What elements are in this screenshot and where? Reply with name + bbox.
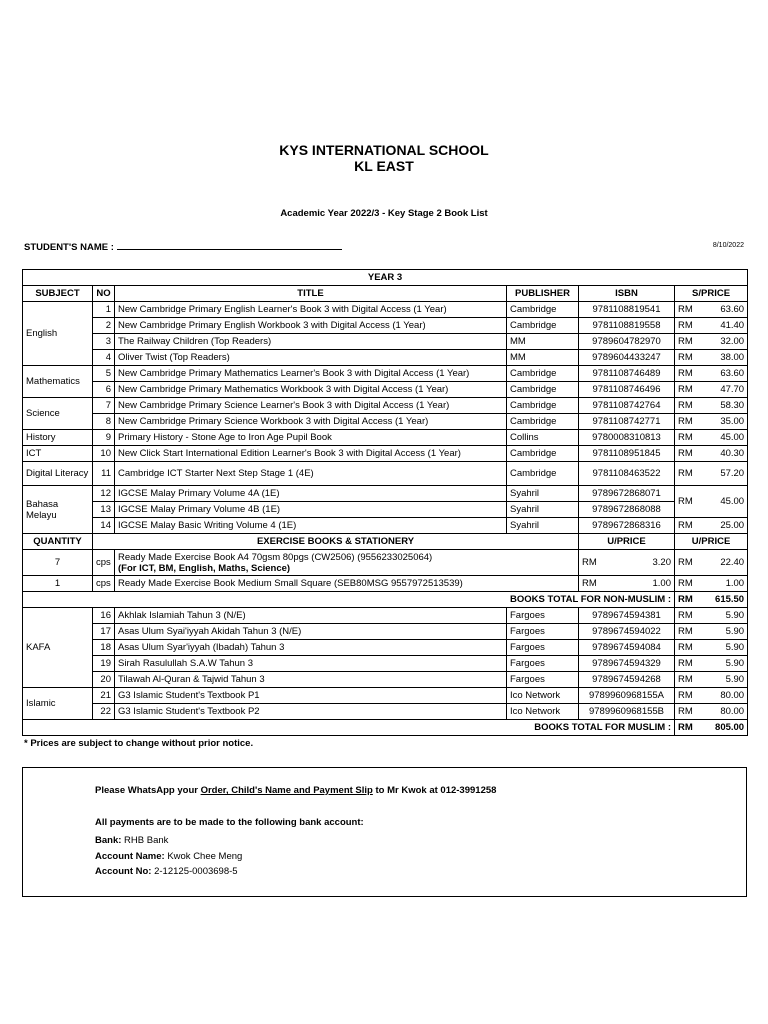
currency: RM: [675, 366, 697, 382]
stationery-title: [115, 550, 579, 576]
book-price: 38.00: [697, 350, 748, 366]
table-row: [23, 398, 748, 414]
book-title: Asas Ulum Syai'iyyah Akidah Tahun 3 (N/E): [115, 624, 507, 640]
payment-instruction: All payments are to be made to the following bank account:: [95, 817, 364, 828]
book-price: 5.90: [697, 656, 748, 672]
title-header: TITLE: [115, 286, 507, 302]
book-no: 18: [93, 640, 115, 656]
book-price: 80.00: [697, 704, 748, 720]
currency: RM: [675, 608, 697, 624]
book-title: G3 Islamic Student's Textbook P2: [115, 704, 507, 720]
book-publisher: Cambridge: [507, 414, 579, 430]
book-no: 21: [93, 688, 115, 704]
table-row: [23, 640, 748, 656]
book-no: 1: [93, 302, 115, 318]
book-publisher: Cambridge: [507, 398, 579, 414]
book-publisher: Ico Network: [507, 688, 579, 704]
table-row: [23, 672, 748, 688]
currency: RM: [675, 688, 697, 704]
muslim-total-label: BOOKS TOTAL FOR MUSLIM :: [23, 720, 675, 736]
academic-year-title: Academic Year 2022/3 - Key Stage 2 Book List: [280, 208, 488, 219]
book-title: New Cambridge Primary English Learner's Book 3 with Digital Access (1 Year): [115, 302, 507, 318]
book-title: Sirah Rasulullah S.A.W Tahun 3: [115, 656, 507, 672]
table-row: [23, 624, 748, 640]
book-isbn: 9781108742771: [579, 414, 675, 430]
stationery-unit-price: [579, 576, 675, 592]
year-header: YEAR 3: [23, 270, 748, 286]
subject-islamic: Islamic: [23, 688, 93, 720]
currency: RM: [675, 518, 697, 534]
table-row: [23, 334, 748, 350]
currency: RM: [675, 430, 697, 446]
book-price: 63.60: [697, 302, 748, 318]
year-row: [23, 270, 748, 286]
table-row: [23, 318, 748, 334]
unit-price-value: 1.00: [652, 577, 671, 589]
stationery-qty: 1: [23, 576, 93, 592]
book-no: 22: [93, 704, 115, 720]
subject-math: Mathematics: [23, 366, 93, 398]
book-price: 25.00: [697, 518, 748, 534]
payment-info-box: [22, 767, 747, 897]
book-publisher: MM: [507, 334, 579, 350]
currency: RM: [675, 302, 697, 318]
stationery-total: 22.40: [697, 550, 748, 576]
currency: RM: [675, 576, 697, 592]
subject-english: English: [23, 302, 93, 366]
book-title: New Cambridge Primary Mathematics Workbook 3 with Digital Access (1 Year): [115, 382, 507, 398]
table-row: [23, 382, 748, 398]
table-row: [23, 608, 748, 624]
currency: RM: [675, 486, 697, 518]
book-isbn: 9789672868316: [579, 518, 675, 534]
book-publisher: Fargoes: [507, 672, 579, 688]
account-name-line: [95, 851, 242, 862]
book-isbn: 9781108746489: [579, 366, 675, 382]
currency: RM: [675, 720, 697, 736]
book-isbn: 9789672868088: [579, 502, 675, 518]
stationery-row: [23, 576, 748, 592]
book-publisher: Fargoes: [507, 656, 579, 672]
book-price: 45.00: [697, 430, 748, 446]
document-date: 8/10/2022: [712, 242, 744, 249]
table-row: [23, 430, 748, 446]
no-header: NO: [93, 286, 115, 302]
book-no: 14: [93, 518, 115, 534]
book-no: 6: [93, 382, 115, 398]
table-row: [23, 688, 748, 704]
account-no-label: Account No:: [95, 866, 152, 877]
bank-label: Bank:: [95, 835, 122, 846]
table-row: [23, 704, 748, 720]
book-title: New Cambridge Primary Science Learner's Book 3 with Digital Access (1 Year): [115, 398, 507, 414]
whatsapp-instruction: [95, 785, 496, 796]
currency: RM: [675, 672, 697, 688]
book-isbn: 9781108819558: [579, 318, 675, 334]
book-title: IGCSE Malay Primary Volume 4A (1E): [115, 486, 507, 502]
account-no-value: 2-12125-0003698-5: [154, 866, 238, 877]
book-title: New Cambridge Primary English Workbook 3 with Digital Access (1 Year): [115, 318, 507, 334]
table-row: [23, 486, 748, 502]
book-isbn: 9781108742764: [579, 398, 675, 414]
bank-line: [95, 835, 168, 846]
price-header: S/PRICE: [675, 286, 748, 302]
book-no: 8: [93, 414, 115, 430]
subject-kafa: KAFA: [23, 608, 93, 688]
currency: RM: [675, 550, 697, 576]
book-price: 41.40: [697, 318, 748, 334]
book-no: 19: [93, 656, 115, 672]
stationery-row: [23, 550, 748, 576]
book-isbn: 9789674594268: [579, 672, 675, 688]
book-isbn: 9789604433247: [579, 350, 675, 366]
book-no: 11: [93, 462, 115, 486]
book-no: 7: [93, 398, 115, 414]
book-publisher: Ico Network: [507, 704, 579, 720]
book-publisher: MM: [507, 350, 579, 366]
currency: RM: [582, 577, 597, 589]
book-price: 5.90: [697, 608, 748, 624]
school-name: KYS INTERNATIONAL SCHOOL: [279, 142, 489, 158]
stationery-total: 1.00: [697, 576, 748, 592]
book-price: 40.30: [697, 446, 748, 462]
account-name-value: Kwok Chee Meng: [167, 851, 243, 862]
book-price: 5.90: [697, 672, 748, 688]
book-no: 16: [93, 608, 115, 624]
quantity-header: QUANTITY: [23, 534, 93, 550]
currency: RM: [675, 462, 697, 486]
book-title: G3 Islamic Student's Textbook P1: [115, 688, 507, 704]
book-publisher: Syahril: [507, 502, 579, 518]
book-isbn: 9789674594084: [579, 640, 675, 656]
book-publisher: Cambridge: [507, 366, 579, 382]
book-isbn: 9789674594022: [579, 624, 675, 640]
currency: RM: [675, 350, 697, 366]
stationery-unit: cps: [93, 576, 115, 592]
book-list-body: [23, 270, 748, 736]
whatsapp-items: Order, Child's Name and Payment Slip: [200, 785, 373, 796]
currency: RM: [675, 446, 697, 462]
student-name-line[interactable]: [117, 240, 342, 250]
currency: RM: [675, 656, 697, 672]
book-title: Oliver Twist (Top Readers): [115, 350, 507, 366]
book-price: 5.90: [697, 640, 748, 656]
book-no: 2: [93, 318, 115, 334]
book-publisher: Fargoes: [507, 608, 579, 624]
stationery-title: [115, 576, 579, 592]
book-title: New Click Start International Edition Learner's Book 3 with Digital Access (1 Year): [115, 446, 507, 462]
book-isbn: 9789674594381: [579, 608, 675, 624]
book-title: New Cambridge Primary Science Workbook 3 with Digital Access (1 Year): [115, 414, 507, 430]
non-muslim-total-row: [23, 592, 748, 608]
non-muslim-total-value: 615.50: [697, 592, 748, 608]
book-price: 45.00: [697, 486, 748, 518]
currency: RM: [675, 704, 697, 720]
table-row: [23, 350, 748, 366]
book-title: Primary History - Stone Age to Iron Age Pupil Book: [115, 430, 507, 446]
publisher-header: PUBLISHER: [507, 286, 579, 302]
campus-name: KL EAST: [354, 158, 414, 174]
book-publisher: Fargoes: [507, 624, 579, 640]
table-row: [23, 414, 748, 430]
book-title: IGCSE Malay Primary Volume 4B (1E): [115, 502, 507, 518]
table-row: [23, 366, 748, 382]
book-isbn: 9781108463522: [579, 462, 675, 486]
muslim-total-value: 805.00: [697, 720, 748, 736]
book-publisher: Cambridge: [507, 382, 579, 398]
stationery-unit-price: [579, 550, 675, 576]
book-publisher: Cambridge: [507, 462, 579, 486]
isbn-header: ISBN: [579, 286, 675, 302]
student-name-field[interactable]: [24, 240, 342, 253]
book-title: New Cambridge Primary Mathematics Learner's Book 3 with Digital Access (1 Year): [115, 366, 507, 382]
book-publisher: Collins: [507, 430, 579, 446]
account-name-label: Account Name:: [95, 851, 165, 862]
book-price: 47.70: [697, 382, 748, 398]
stationery-qty: 7: [23, 550, 93, 576]
book-isbn: 9781108951845: [579, 446, 675, 462]
book-no: 5: [93, 366, 115, 382]
bank-value: RHB Bank: [124, 835, 169, 846]
stationery-header-row: [23, 534, 748, 550]
currency: RM: [675, 640, 697, 656]
table-row: [23, 446, 748, 462]
account-no-line: [95, 866, 238, 877]
book-isbn: 9789604782970: [579, 334, 675, 350]
book-publisher: Cambridge: [507, 318, 579, 334]
table-row: [23, 462, 748, 486]
muslim-total-row: [23, 720, 748, 736]
book-publisher: Cambridge: [507, 446, 579, 462]
currency: RM: [675, 398, 697, 414]
book-title: The Railway Children (Top Readers): [115, 334, 507, 350]
book-publisher: Syahril: [507, 518, 579, 534]
book-price: 57.20: [697, 462, 748, 486]
non-muslim-total-label: BOOKS TOTAL FOR NON-MUSLIM :: [23, 592, 675, 608]
table-row: [23, 518, 748, 534]
price-notice: * Prices are subject to change without prior notice.: [24, 738, 254, 749]
book-no: 10: [93, 446, 115, 462]
book-title: IGCSE Malay Basic Writing Volume 4 (1E): [115, 518, 507, 534]
book-isbn: 9781108819541: [579, 302, 675, 318]
book-no: 3: [93, 334, 115, 350]
book-price: 58.30: [697, 398, 748, 414]
book-isbn: 9789674594329: [579, 656, 675, 672]
column-header-row: [23, 286, 748, 302]
book-isbn: 9781108746496: [579, 382, 675, 398]
stationery-title-text: Ready Made Exercise Book Medium Small Square (SEB80MSG 9557972513539): [118, 578, 463, 589]
book-price: 35.00: [697, 414, 748, 430]
stationery-title-header: EXERCISE BOOKS & STATIONERY: [93, 534, 579, 550]
subject-header: SUBJECT: [23, 286, 93, 302]
subject-digital: Digital Literacy: [23, 462, 93, 486]
unit-price-value: 3.20: [652, 556, 671, 568]
subject-science: Science: [23, 398, 93, 430]
stationery-note: (For ICT, BM, English, Maths, Science): [118, 562, 291, 574]
unit-price-header: U/PRICE: [579, 534, 675, 550]
student-name-label: STUDENT'S NAME :: [24, 242, 114, 253]
book-no: 13: [93, 502, 115, 518]
stationery-title-text: Ready Made Exercise Book A4 70gsm 80pgs (CW2506) (9556233025064): [118, 551, 433, 563]
book-title: Tilawah Al-Quran & Tajwid Tahun 3: [115, 672, 507, 688]
book-price: 5.90: [697, 624, 748, 640]
currency: RM: [582, 556, 597, 568]
table-row: [23, 502, 748, 518]
currency: RM: [675, 318, 697, 334]
book-publisher: Fargoes: [507, 640, 579, 656]
book-no: 20: [93, 672, 115, 688]
book-no: 17: [93, 624, 115, 640]
book-isbn: 9789960968155A: [579, 688, 675, 704]
table-row: [23, 302, 748, 318]
book-publisher: Cambridge: [507, 302, 579, 318]
subject-bahasa: Bahasa Melayu: [23, 486, 93, 534]
total-price-header: U/PRICE: [675, 534, 748, 550]
currency: RM: [675, 624, 697, 640]
whatsapp-contact: to Mr Kwok at 012-3991258: [372, 785, 497, 796]
book-title: Cambridge ICT Starter Next Step Stage 1 (4E): [115, 462, 507, 486]
currency: RM: [675, 592, 697, 608]
book-title: Akhlak Islamiah Tahun 3 (N/E): [115, 608, 507, 624]
currency: RM: [675, 382, 697, 398]
book-list-table: [22, 269, 748, 736]
currency: RM: [675, 334, 697, 350]
subject-history: History: [23, 430, 93, 446]
book-isbn: 9780008310813: [579, 430, 675, 446]
table-row: [23, 656, 748, 672]
book-no: 12: [93, 486, 115, 502]
subject-ict: ICT: [23, 446, 93, 462]
book-price: 63.60: [697, 366, 748, 382]
book-no: 9: [93, 430, 115, 446]
book-isbn: 9789960968155B: [579, 704, 675, 720]
book-isbn: 9789672868071: [579, 486, 675, 502]
whatsapp-text: Please WhatsApp your: [95, 785, 201, 796]
currency: RM: [675, 414, 697, 430]
book-no: 4: [93, 350, 115, 366]
book-price: 32.00: [697, 334, 748, 350]
book-publisher: Syahril: [507, 486, 579, 502]
stationery-unit: cps: [93, 550, 115, 576]
book-title: Asas Ulum Syar'iyyah (Ibadah) Tahun 3: [115, 640, 507, 656]
book-price: 80.00: [697, 688, 748, 704]
